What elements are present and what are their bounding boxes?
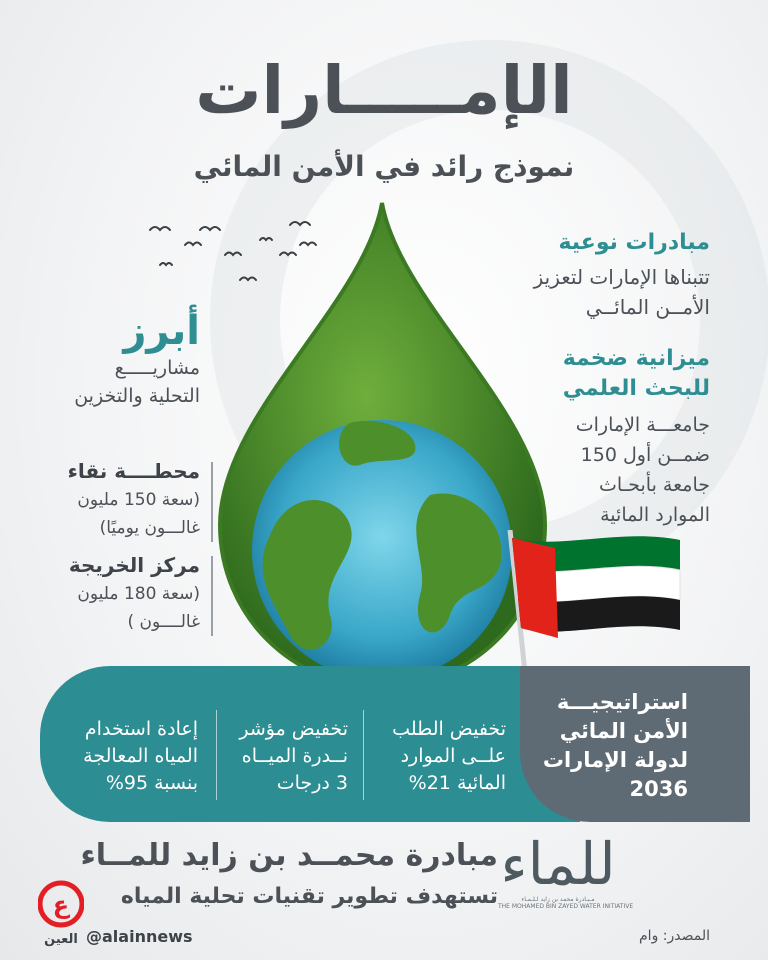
goal-demand-line-3: المائية 21% (408, 772, 506, 794)
budget-line-3: جامعة بأبحـاث (599, 474, 710, 496)
strategy-line-2: الأمن المائي (559, 719, 688, 743)
initiatives-line-2: الأمــن المائــي (585, 295, 710, 319)
social-handle[interactable]: @alainnews (86, 927, 193, 946)
budget-line-4: الموارد المائية (600, 504, 710, 526)
logo-script: للماء (500, 830, 616, 898)
strategy-line-3: لدولة الإمارات (542, 748, 688, 772)
budget-line-2: ضمــن أول 150 (580, 444, 710, 466)
budget-heading-line-1: ميزانية ضخمة (562, 346, 710, 371)
strategy-2036 (518, 688, 688, 804)
divider-line (211, 462, 213, 542)
budget-section (410, 344, 710, 530)
project-naqaa (40, 456, 200, 542)
initiatives-section (410, 228, 710, 322)
band-divider (216, 710, 217, 800)
logo-arabic-small: مـبـادرة محمد بن زايد لـلـمـاء (521, 896, 595, 903)
alain-brand-name: العين (44, 932, 78, 947)
budget-line-1: جامعـــة الإمارات (575, 414, 710, 436)
page-title: الإمـــــارات (195, 52, 573, 129)
initiatives-line-1: تتبناها الإمارات لتعزيز (533, 265, 710, 289)
initiative-subtitle: تستهدف تطوير تقنيات تحلية المياه (120, 884, 498, 909)
project-khuraija (40, 550, 200, 636)
project-khuraija-line-2: غالــــون ) (127, 612, 200, 632)
water-initiative-logo (498, 830, 634, 910)
goal-demand-line-1: تخفيض الطلب (392, 718, 506, 740)
projects-heading-block (40, 308, 200, 410)
page-subtitle: نموذج رائد في الأمن المائي (193, 150, 575, 183)
initiatives-heading: مبادرات نوعية (558, 230, 710, 255)
alain-logo (38, 880, 84, 950)
budget-heading-line-2: للبحث العلمي (562, 376, 710, 401)
goal-scarcity-line-1: تخفيض مؤشر (239, 718, 348, 740)
projects-heading: أبرز (123, 308, 200, 354)
initiative-title: مبادرة محمــد بن زايد للمــاء (80, 838, 498, 873)
projects-sub-line-2: التحلية والتخزين (74, 385, 200, 407)
project-khuraija-title: مركز الخريجة (68, 553, 200, 577)
strategy-line-4: 2036 (629, 777, 688, 801)
band-divider (363, 710, 364, 800)
alain-emblem-icon (38, 880, 84, 928)
goal-reuse-line-3: بنسبة 95% (105, 772, 198, 794)
logo-english-small: THE MOHAMED BIN ZAYED WATER INITIATIVE (498, 903, 634, 910)
project-khuraija-line-1: (سعة 180 مليون (77, 584, 200, 604)
goal-demand (356, 716, 506, 797)
project-naqaa-title: محطــــة نقاء (67, 459, 200, 483)
goal-demand-line-2: علــى الموارد (400, 745, 506, 767)
source-credit: المصدر: وام (639, 928, 710, 944)
project-naqaa-line-1: (سعة 150 مليون (77, 490, 200, 510)
goal-reuse (58, 716, 198, 797)
goal-reuse-line-2: المياه المعالجة (83, 745, 198, 767)
alain-emblem-letter: ع (52, 891, 70, 919)
divider-line (211, 556, 213, 636)
project-naqaa-line-2: غالـــون يوميًا) (99, 518, 200, 538)
goal-scarcity-line-3: 3 درجات (276, 772, 348, 794)
projects-sub-line-1: مشاريـــــع (114, 357, 200, 379)
strategy-line-1: استراتيجيـــة (556, 690, 688, 714)
goal-scarcity (208, 716, 348, 797)
goal-reuse-line-1: إعادة استخدام (84, 718, 198, 740)
goal-scarcity-line-2: نــدرة الميــاه (241, 745, 348, 767)
